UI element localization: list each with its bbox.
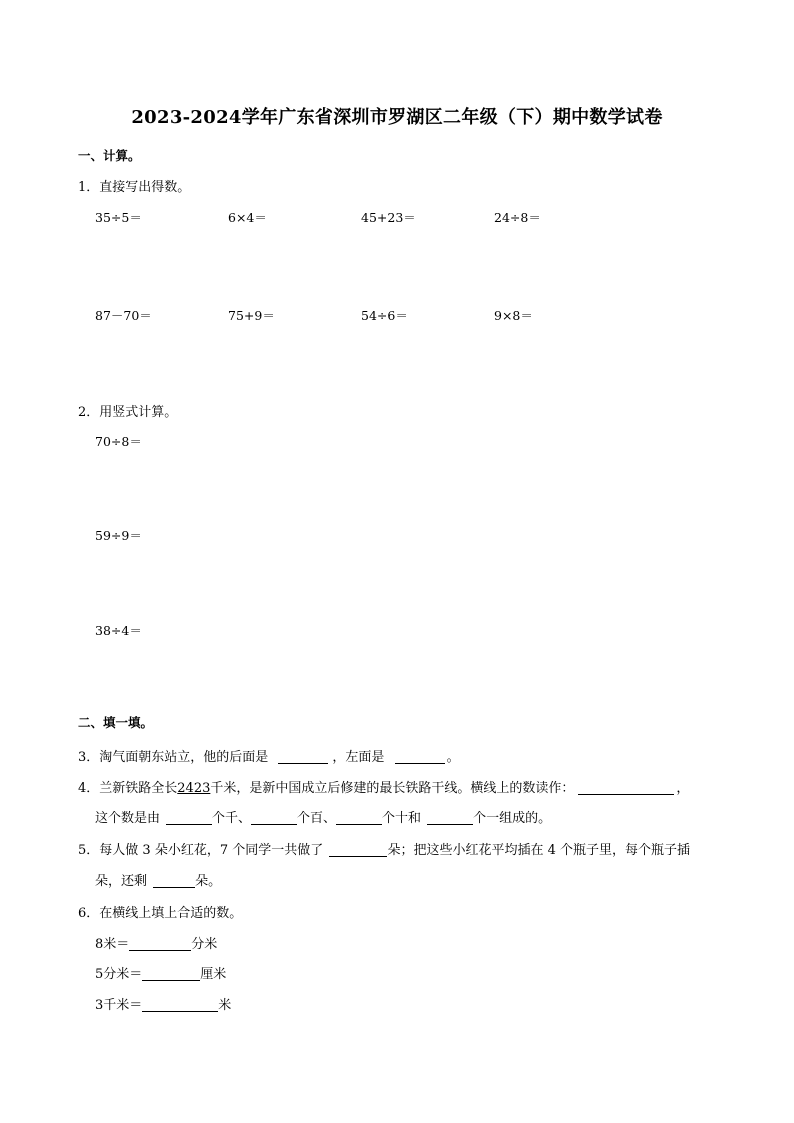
question-3-text: 。 [446,750,460,765]
question-4-text: 个十和 [382,811,422,826]
oral-expression: 87－70＝ [95,308,152,323]
question-5-text: 个瓶子里，每个瓶子插 [560,843,691,858]
question-5-text: 个同学一共做了 [232,843,324,858]
question-4 [78,777,689,796]
question-5-text: 朵。 [195,874,222,889]
unit-conversion-item [95,994,231,1013]
question-2-prompt: 2．用竖式计算。 [78,405,178,420]
question-4-text: ， [676,781,690,796]
answer-blank[interactable] [166,810,212,825]
vertical-calc-expression: 38÷4＝ [95,623,142,638]
question-4-text: 千米，是新中国成立后修建的最长铁路干线。横线上的数读作： [210,781,575,796]
question-3-text: 3．淘气面朝东站立，他的后面是 [78,750,269,765]
question-5-number: 3 [142,843,151,858]
question-5-text: 朵，还剩 [95,874,148,889]
unit-conversion-unit: 厘米 [200,967,227,982]
railway-length-number: 2423 [177,781,211,796]
question-5-text: 朵小红花， [154,843,220,858]
unit-conversion-unit: 米 [218,998,232,1013]
question-3-text: ，左面是 [332,750,385,765]
question-5-continued [95,870,221,889]
question-3 [78,746,460,765]
unit-conversion-left: 8米＝ [95,937,130,952]
question-5-number: 7 [219,843,229,858]
answer-blank[interactable] [427,810,473,825]
question-4-continued [95,807,551,826]
question-4-text: 4．兰新铁路全长 [78,781,178,796]
answer-blank[interactable] [129,936,191,951]
question-4-text: 个一组成的。 [473,811,552,826]
question-4-text: 个千、 [212,811,252,826]
answer-blank[interactable] [142,966,200,981]
unit-conversion-left: 3千米＝ [95,998,143,1013]
oral-expression: 6×4＝ [228,210,267,225]
oral-expression: 35÷5＝ [95,210,142,225]
question-4-text: 这个数是由 [95,811,161,826]
question-4-text: 个百、 [297,811,337,826]
answer-blank[interactable] [336,810,382,825]
section-heading-calculation: 一、计算。 [78,148,141,163]
oral-expression: 9×8＝ [494,308,533,323]
question-1-prompt: 1．直接写出得数。 [78,180,191,195]
answer-blank[interactable] [395,749,445,764]
unit-conversion-item [95,963,226,982]
question-6-prompt: 6．在横线上填上合适的数。 [78,906,243,921]
unit-conversion-unit: 分米 [191,937,218,952]
oral-expression: 24÷8＝ [494,210,541,225]
vertical-calc-expression: 70÷8＝ [95,434,142,449]
vertical-calc-expression: 59÷9＝ [95,528,142,543]
oral-expression: 45+23＝ [361,210,416,225]
answer-blank[interactable] [278,749,328,764]
answer-blank[interactable] [578,780,674,795]
question-5-text: 朵；把这些小红花平均插在 [387,843,544,858]
answer-blank[interactable] [251,810,297,825]
answer-blank[interactable] [329,842,387,857]
question-5-text: 5．每人做 [78,843,139,858]
oral-expression: 75+9＝ [228,308,275,323]
answer-blank[interactable] [142,997,218,1012]
question-5 [78,839,690,858]
oral-expression: 54÷6＝ [361,308,408,323]
unit-conversion-left: 5分米＝ [95,967,143,982]
question-5-number: 4 [547,843,556,858]
answer-blank[interactable] [153,873,195,888]
section-heading-fill-in: 二、填一填。 [78,715,154,730]
unit-conversion-item [95,933,217,952]
page-title: 2023-2024学年广东省深圳市罗湖区二年级（下）期中数学试卷 [131,107,663,128]
